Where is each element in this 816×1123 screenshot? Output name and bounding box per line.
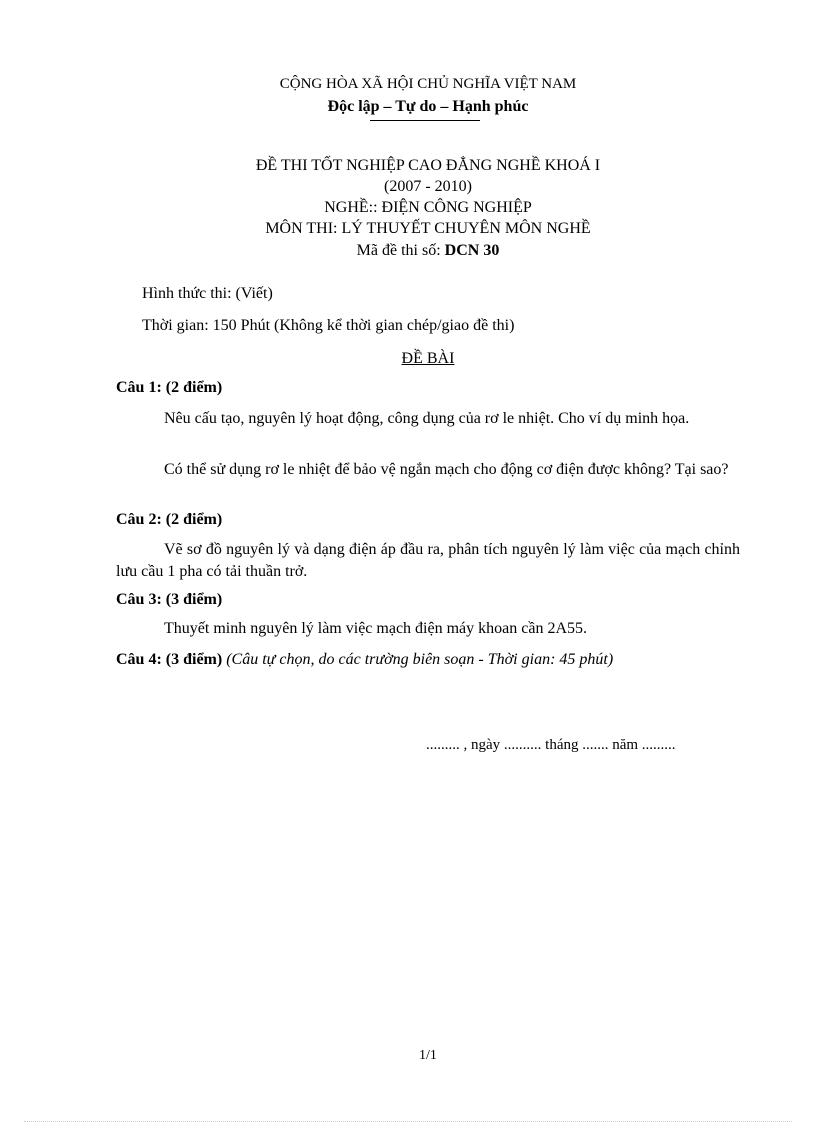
motto: Độc lập – Tự do – Hạnh phúc bbox=[327, 98, 529, 115]
exam-code bbox=[0, 242, 816, 260]
country-header: CỘNG HÒA XÃ HỘI CHỦ NGHĨA VIỆT NAM bbox=[279, 76, 577, 92]
exam-title-line1: ĐỀ THI TỐT NGHIỆP CAO ĐẲNG NGHỀ KHOÁ I bbox=[255, 157, 601, 174]
page-bottom-rule bbox=[24, 1121, 792, 1122]
question-1-paragraph-2: Có thể sử dụng rơ le nhiệt để bảo vệ ngắn mạch cho động cơ điện được không? Tại sao? bbox=[164, 461, 729, 478]
page-number: 1/1 bbox=[419, 1048, 437, 1063]
exam-code-label: Mã đề thi số: bbox=[356, 242, 445, 259]
date-line: ......... , ngày .......... tháng ....... năm ......... bbox=[426, 737, 676, 753]
question-4-line bbox=[116, 651, 613, 669]
exam-title-years: (2007 - 2010) bbox=[384, 178, 472, 195]
exam-time: Thời gian: 150 Phút (Không kể thời gian chép/giao đề thi) bbox=[142, 317, 515, 334]
exam-code-value: DCN 30 bbox=[444, 242, 500, 259]
question-1-paragraph-1: Nêu cấu tạo, nguyên lý hoạt động, công dụng của rơ le nhiệt. Cho ví dụ minh họa. bbox=[164, 410, 690, 427]
question-3-heading: Câu 3: (3 điểm) bbox=[116, 591, 223, 608]
question-3-paragraph-1: Thuyết minh nguyên lý làm việc mạch điện máy khoan cần 2A55. bbox=[164, 620, 587, 637]
question-4-note: (Câu tự chọn, do các trường biên soạn - Thời gian: 45 phút) bbox=[226, 651, 614, 668]
question-2-heading: Câu 2: (2 điểm) bbox=[116, 511, 223, 528]
motto-underline bbox=[370, 120, 480, 121]
question-2-paragraph-1: Vẽ sơ đồ nguyên lý và dạng điện áp đầu ra, phân tích nguyên lý làm việc của mạch chỉnh lưu cầu 1 pha có tải thuần trở. bbox=[116, 541, 740, 580]
question-1-heading: Câu 1: (2 điểm) bbox=[116, 379, 223, 396]
exam-title-profession: NGHỀ:: ĐIỆN CÔNG NGHIỆP bbox=[324, 199, 532, 216]
exam-form: Hình thức thi: (Viết) bbox=[142, 285, 273, 302]
exam-title-subject: MÔN THI: LÝ THUYẾT CHUYÊN MÔN NGHỀ bbox=[265, 220, 591, 237]
question-4-heading: Câu 4: (3 điểm) bbox=[116, 651, 223, 668]
section-title: ĐỀ BÀI bbox=[401, 350, 455, 367]
